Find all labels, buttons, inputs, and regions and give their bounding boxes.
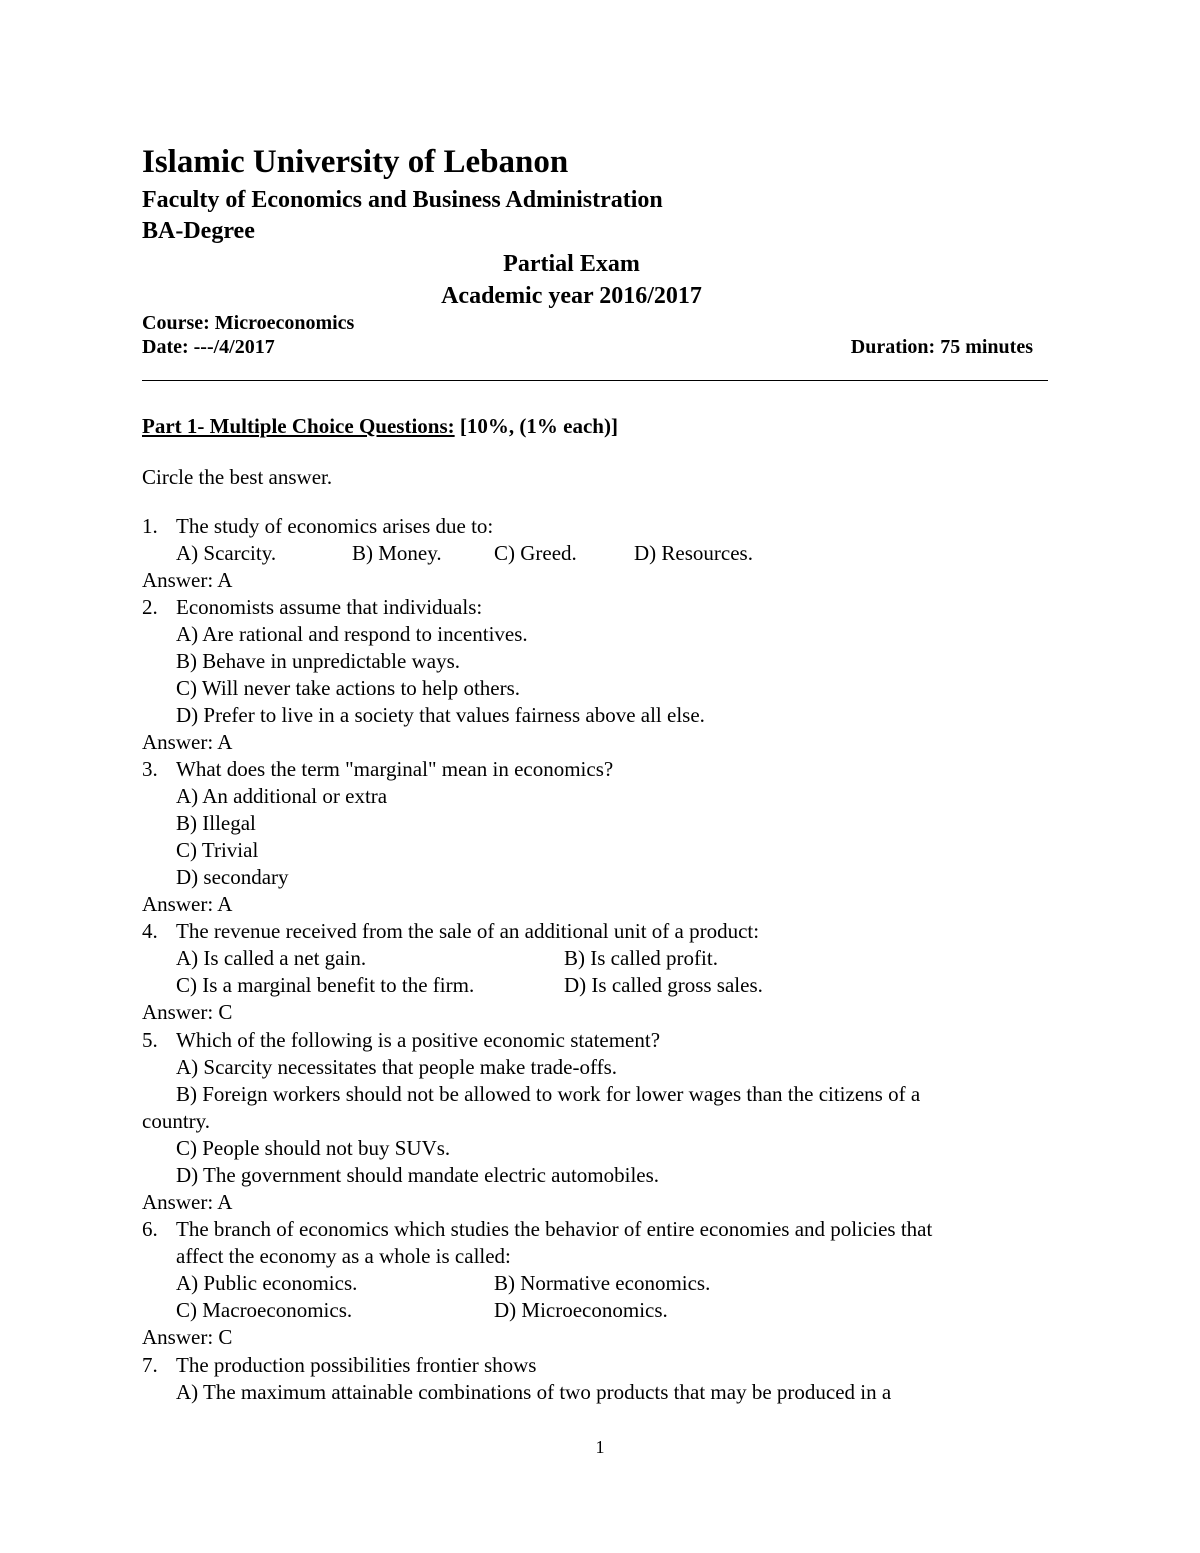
- option: C) Macroeconomics.: [176, 1298, 353, 1322]
- question-number: 6.: [142, 1217, 158, 1241]
- question-text: The study of economics arises due to:: [176, 514, 494, 538]
- question-text: What does the term "marginal" mean in economics?: [176, 757, 614, 781]
- answer: Answer: C: [142, 1000, 233, 1024]
- question-text: The branch of economics which studies the behavior of entire economies and policies that: [176, 1217, 933, 1241]
- question-number: 2.: [142, 595, 158, 619]
- option: C) People should not buy SUVs.: [176, 1136, 451, 1160]
- option: A) Is called a net gain.: [176, 946, 367, 970]
- option: C) Greed.: [494, 541, 577, 565]
- answer: Answer: A: [142, 1190, 233, 1214]
- date-label: Date: ---/4/2017: [142, 336, 275, 358]
- part1-heading: [142, 413, 618, 440]
- option: C) Is a marginal benefit to the firm.: [176, 973, 475, 997]
- option: D) Is called gross sales.: [564, 973, 763, 997]
- option: A) Public economics.: [176, 1271, 358, 1295]
- question-text: Which of the following is a positive economic statement?: [176, 1028, 661, 1052]
- option-continuation: country.: [142, 1109, 211, 1133]
- option: B) Money.: [352, 541, 442, 565]
- option: C) Will never take actions to help others.: [176, 676, 521, 700]
- option: A) An additional or extra: [176, 784, 388, 808]
- option: A) Scarcity necessitates that people make trade-offs.: [176, 1055, 618, 1079]
- option: A) Scarcity.: [176, 541, 277, 565]
- question-number: 5.: [142, 1028, 158, 1052]
- question-number: 7.: [142, 1353, 158, 1377]
- option: D) Prefer to live in a society that values fairness above all else.: [176, 703, 705, 727]
- part1-weight: [10%, (1% each)]: [454, 414, 618, 438]
- option: A) The maximum attainable combinations of two products that may be produced in a: [176, 1380, 892, 1404]
- answer: Answer: A: [142, 730, 233, 754]
- option: D) Microeconomics.: [494, 1298, 668, 1322]
- option: B) Illegal: [176, 811, 256, 835]
- option: B) Normative economics.: [494, 1271, 711, 1295]
- part1-instruction: Circle the best answer.: [142, 465, 333, 489]
- question-text: The production possibilities frontier shows: [176, 1353, 537, 1377]
- question-number: 3.: [142, 757, 158, 781]
- duration-label: Duration: 75 minutes: [850, 336, 1033, 358]
- option: B) Behave in unpredictable ways.: [176, 649, 460, 673]
- academic-year: Academic year 2016/2017: [441, 283, 702, 309]
- option: C) Trivial: [176, 838, 259, 862]
- question-text: The revenue received from the sale of an additional unit of a product:: [176, 919, 760, 943]
- degree-title: BA-Degree: [142, 218, 255, 244]
- option: B) Is called profit.: [564, 946, 718, 970]
- answer: Answer: A: [142, 568, 233, 592]
- option: A) Are rational and respond to incentives.: [176, 622, 528, 646]
- option: B) Foreign workers should not be allowed to work for lower wages than the citizens of a: [176, 1082, 921, 1106]
- answer: Answer: C: [142, 1325, 233, 1349]
- question-text-continuation: affect the economy as a whole is called:: [176, 1244, 511, 1268]
- page-number: 1: [595, 1437, 605, 1457]
- answer: Answer: A: [142, 892, 233, 916]
- part1-title: Part 1- Multiple Choice Questions:: [142, 414, 455, 438]
- course-label: Course: Microeconomics: [142, 312, 355, 334]
- question-number: 4.: [142, 919, 158, 943]
- option: D) secondary: [176, 865, 289, 889]
- option: D) The government should mandate electric automobiles.: [176, 1163, 660, 1187]
- university-title: Islamic University of Lebanon: [142, 144, 569, 180]
- question-text: Economists assume that individuals:: [176, 595, 483, 619]
- faculty-title: Faculty of Economics and Business Administration: [142, 187, 663, 213]
- header-divider: [142, 380, 1048, 381]
- option: D) Resources.: [634, 541, 753, 565]
- exam-type-title: Partial Exam: [503, 251, 640, 277]
- question-number: 1.: [142, 514, 158, 538]
